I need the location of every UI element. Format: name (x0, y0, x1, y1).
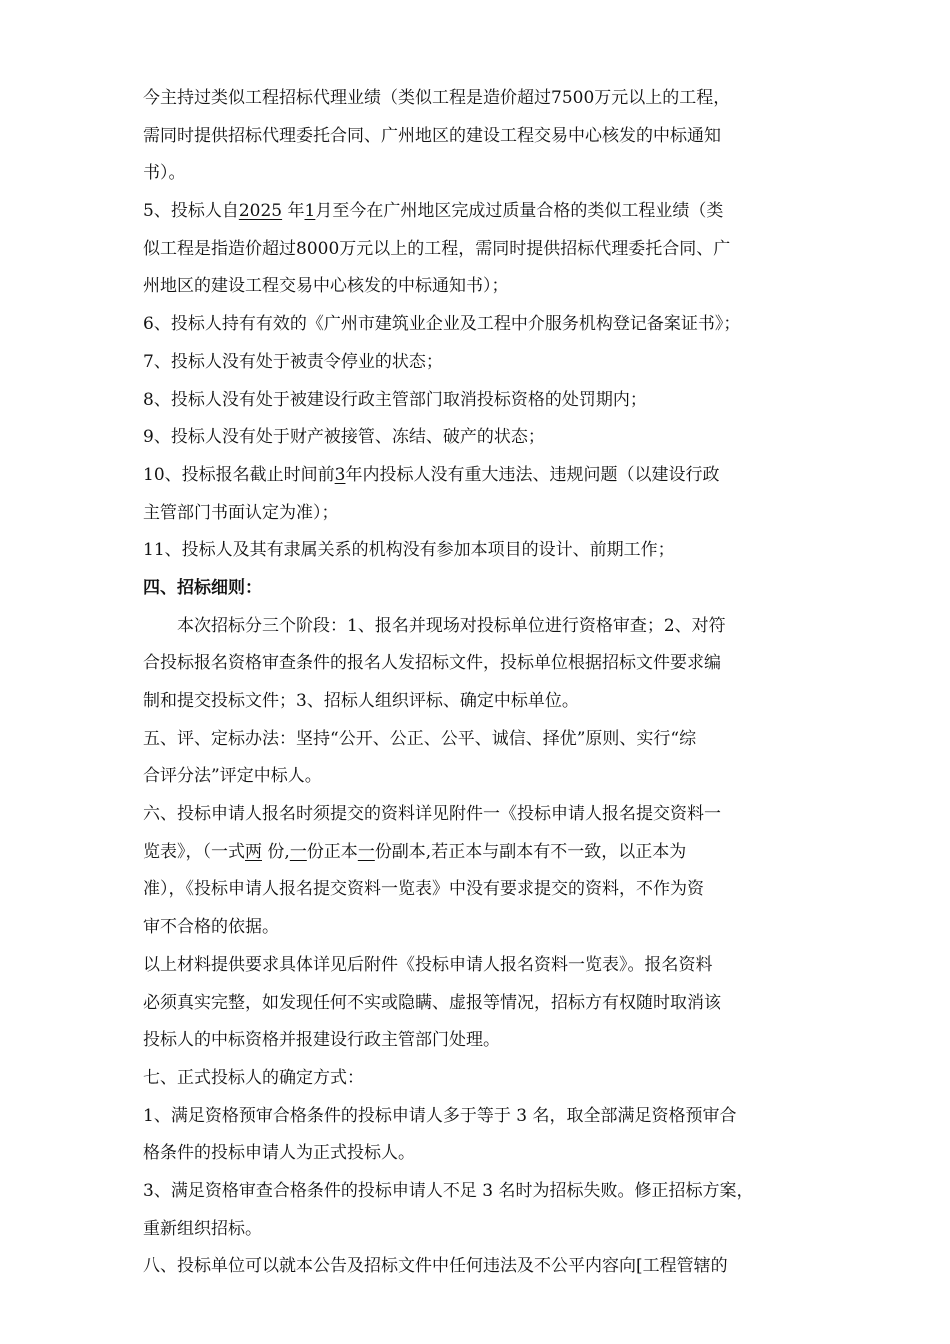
text-line-item-10 (143, 457, 823, 495)
text-line: 8、投标人没有处于被建设行政主管部门取消投标资格的处罚期内； (143, 389, 647, 410)
text-line: 审不合格的依据。 (143, 917, 279, 938)
filled-duplicates: 一 (357, 841, 375, 862)
text-line: 合评分法”评定中标人。 (143, 766, 322, 787)
text-line: 七、正式投标人的确定方式： (143, 1067, 364, 1088)
text-line: 六、投标申请人报名时须提交的资料详见附件一《投标申请人报名提交资料一 (143, 804, 721, 825)
text-line: 八、投标单位可以就本公告及招标文件中任何违法及不公平内容向[工程管辖的 (143, 1256, 728, 1277)
filled-month: 1 (304, 201, 316, 222)
text-line: 需同时提供招标代理委托合同、广州地区的建设工程交易中心核发的中标通知 (143, 125, 721, 146)
text-segment: 年 (282, 201, 305, 222)
text-line: 9、投标人没有处于财产被接管、冻结、破产的状态； (143, 427, 545, 448)
text-line: 本次招标分三个阶段：1、报名并现场对投标单位进行资格审查；2、对符 (177, 615, 726, 636)
text-line: 主管部门书面认定为准）； (143, 502, 339, 523)
text-line: 1、满足资格预审合格条件的投标申请人多于等于 3 名，取全部满足资格预审合 (143, 1105, 737, 1126)
text-line: 今主持过类似工程招标代理业绩（类似工程是造价超过7500万元以上的工程， (143, 88, 731, 108)
text-line-item-5 (143, 193, 823, 231)
text-line: 州地区的建设工程交易中心核发的中标通知书）； (143, 276, 509, 297)
text-line-copies (143, 834, 823, 872)
filled-years: 3 (334, 464, 346, 485)
text-line: 格条件的投标申请人为正式投标人。 (143, 1143, 415, 1164)
text-segment: 年内投标人没有重大违法、违规问题（以建设行政 (345, 464, 720, 485)
text-line: 准），《投标申请人报名提交资料一览表》中没有要求提交的资料，不作为资 (143, 879, 704, 900)
text-segment: 份, (262, 841, 290, 862)
filled-year: 2025 (238, 201, 283, 222)
text-line: 似工程是指造价超过8000万元以上的工程，需同时提供招标代理委托合同、广 (143, 238, 731, 259)
document-page (143, 80, 823, 1286)
text-line: 书）。 (143, 163, 186, 184)
text-line: 6、投标人持有有效的《广州市建筑业企业及工程中介服务机构登记备案证书》； (143, 314, 741, 335)
text-line: 五、评、定标办法：坚持“公开、公正、公平、诚信、择优”原则、实行“综 (143, 728, 697, 749)
text-line: 必须真实完整，如发现任何不实或隐瞒、虚报等情况，招标方有权随时取消该 (143, 992, 721, 1013)
text-line: 3、满足资格审查合格条件的投标申请人不足 3 名时为招标失败。修正招标方案， (143, 1180, 754, 1201)
filled-originals: 一 (289, 841, 307, 862)
filled-copies: 两 (245, 841, 262, 862)
text-line: 重新组织招标。 (143, 1218, 262, 1239)
text-segment: 10、投标报名截止时间前 (143, 464, 335, 485)
text-line: 以上材料提供要求具体详见后附件《投标申请人报名资料一览表》。报名资料 (143, 954, 713, 975)
text-segment: 览表》，（一式 (143, 841, 245, 862)
text-segment: 月至今在广州地区完成过质量合格的类似工程业绩（类 (315, 201, 724, 222)
text-segment: 5、投标人自 (143, 201, 239, 222)
text-line: 合投标报名资格审查条件的报名人发招标文件，投标单位根据招标文件要求编 (143, 653, 721, 674)
text-line: 制和提交投标文件；3、招标人组织评标、确定中标单位。 (143, 691, 579, 711)
text-line: 投标人的中标资格并报建设行政主管部门处理。 (143, 1030, 500, 1051)
text-line: 7、投标人没有处于被责令停业的状态； (143, 351, 443, 372)
text-segment: 份副本,若正本与副本有不一致，以正本为 (374, 841, 687, 862)
section-heading: 四、招标细则： (143, 577, 262, 598)
text-segment: 份正本 (306, 841, 358, 862)
text-line: 11、投标人及其有隶属关系的机构没有参加本项目的设计、前期工作； (143, 540, 675, 561)
